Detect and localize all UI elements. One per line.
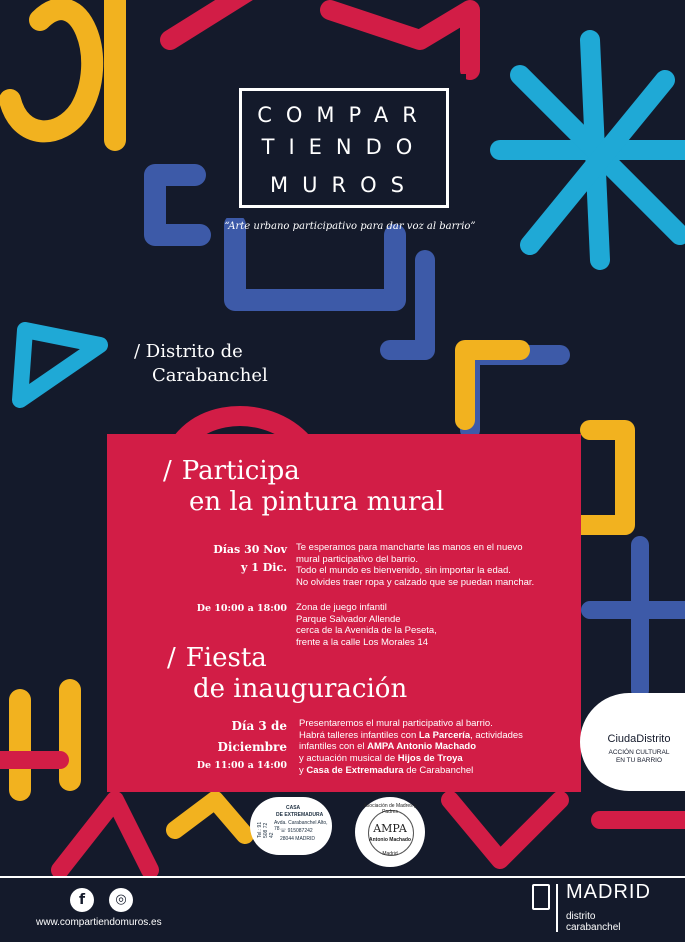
section2-title-line-1: Fiesta [185, 643, 267, 673]
yellow-wedge-shape [175, 800, 245, 835]
stamp-ampa-name: Antonio Machado [369, 837, 411, 843]
section2-date-line-1: Día 3 de [231, 719, 287, 733]
tagline: “Arte urbano participativo para dar voz al barrio” [224, 221, 476, 232]
distrito-carabanchel [566, 911, 620, 933]
ciudadistrito-sub-2: EN TU BARRIO [615, 757, 663, 764]
red-v-shape [450, 800, 560, 860]
madrid-logo-divider [556, 884, 558, 932]
district-line-1: / Distrito de [134, 341, 243, 362]
ciudadistrito-badge [580, 693, 685, 791]
red-triangle-bottom-shape [60, 800, 150, 870]
ciudadistrito-sub-1: ACCIÓN CULTURAL [608, 749, 670, 756]
blue-corner-shape [470, 355, 560, 430]
section1-description [296, 542, 566, 588]
section1-time: De 10:00 a 18:00 [196, 603, 287, 614]
compartiendo-muros-logo [224, 74, 466, 218]
text-part: Habrá talleres infantiles con [299, 729, 419, 741]
text-part: , actividades [470, 729, 523, 741]
section1-dates-line-2: y 1 Dic. [241, 561, 287, 574]
logo-line-3: MUROS [270, 173, 418, 197]
section1-dates-line-1: Días 30 Nov [213, 543, 287, 556]
district-title [134, 340, 268, 388]
hijos-de-troya-bold: Hijos de Troya [397, 753, 463, 765]
cyan-asterisk-shape [500, 40, 685, 260]
ciudadistrito-name: CiudaDistrito [607, 733, 671, 745]
casa-extremadura-bold: Casa de Extremadura [306, 764, 404, 776]
location-line: Parque Salvador Allende [296, 613, 401, 625]
text-part: infantiles con el [299, 741, 368, 753]
website-link[interactable]: www.compartiendomuros.es [36, 917, 162, 928]
title-slash: / [167, 643, 176, 673]
facebook-icon[interactable]: f [70, 888, 94, 912]
ampa-antonio-machado-stamp [355, 797, 425, 867]
section1-title-line-1: Participa [181, 456, 300, 486]
section2-title [167, 643, 407, 705]
title-slash: / [163, 456, 172, 486]
section1-title-line-2: en la pintura mural [189, 487, 445, 517]
section2-title-line-2: de inauguración [193, 674, 408, 704]
la-parceria-bold: La Parcería [418, 729, 471, 741]
ampa-bold: AMPA Antonio Machado [367, 741, 477, 753]
section2-description [299, 718, 549, 777]
section2-text-line: Presentaremos el mural participativo al barrio. [299, 718, 493, 729]
logo-line-1: COMPAR [257, 103, 431, 127]
section1-dates [185, 541, 287, 577]
madrid-crest-icon [532, 884, 550, 910]
distrito-line-2: carabanchel [566, 922, 621, 933]
section2-date [187, 716, 287, 758]
section2-text-line [299, 741, 549, 753]
yellow-ring-shape [10, 9, 92, 131]
stamp-ampa-top: Asociación de Madres y Padres [363, 803, 417, 815]
stamp-casa-l4: ☏ 915087242 [280, 828, 313, 834]
info-card [107, 434, 581, 792]
cyan-triangle-shape [20, 330, 100, 400]
district-line-2: Carabanchel [152, 365, 268, 386]
text-part: y [299, 764, 307, 776]
logo-line-2: TIENDO [261, 135, 427, 159]
stamp-casa-l2: DE EXTREMADURA [276, 812, 324, 818]
red-stroke-shape [170, 0, 250, 40]
stamp-casa-l1: CASA [286, 805, 301, 811]
instagram-icon[interactable]: ◎ [109, 888, 133, 912]
section2-text-line [299, 765, 549, 777]
yellow-bracket-shape [575, 430, 625, 525]
section1-location [296, 602, 566, 648]
stamp-ampa-city: Madrid [382, 851, 398, 857]
distrito-line-1: distrito [566, 911, 596, 922]
casa-extremadura-stamp [250, 797, 332, 855]
section1-text-line: Te esperamos para mancharte las manos en el nuevo [296, 542, 523, 553]
ciudadistrito-subtitle [586, 749, 685, 765]
section1-title [163, 456, 444, 518]
section1-text-line: mural participativo del barrio. [296, 553, 418, 565]
section1-text-line: No olvides traer ropa y calzado que se puedan manchar. [296, 576, 535, 588]
stamp-ampa-mid: AMPA [373, 822, 407, 835]
location-line: cerca de la Avenida de la Peseta, [296, 625, 437, 636]
stamp-tel: Tel.: 91 508 72 42 [257, 821, 275, 838]
text-part: de Carabanchel [403, 764, 474, 776]
madrid-logo-text: MADRID [566, 881, 651, 903]
footer-divider [0, 876, 685, 878]
stamp-casa-l3: Avda. Carabanchel Alto, 78 [274, 820, 328, 832]
logo-frame [239, 88, 449, 208]
section2-date-line-2: Diciembre [217, 740, 287, 754]
section2-text-line [299, 753, 549, 765]
red-zigzag-shape [330, 10, 470, 70]
blue-u-shape [235, 225, 395, 300]
footer [0, 876, 685, 942]
section2-time: De 11:00 a 14:00 [196, 760, 287, 771]
location-line: frente a la calle Los Morales 14 [296, 636, 429, 648]
location-line: Zona de juego infantil [296, 602, 387, 613]
text-part: y actuación musical de [299, 753, 398, 765]
section1-text-line: Todo el mundo es bienvenido, sin importar la edad. [296, 565, 511, 576]
section2-text-line [299, 730, 549, 742]
stamp-casa-l5: 28044 MADRID [280, 836, 316, 842]
